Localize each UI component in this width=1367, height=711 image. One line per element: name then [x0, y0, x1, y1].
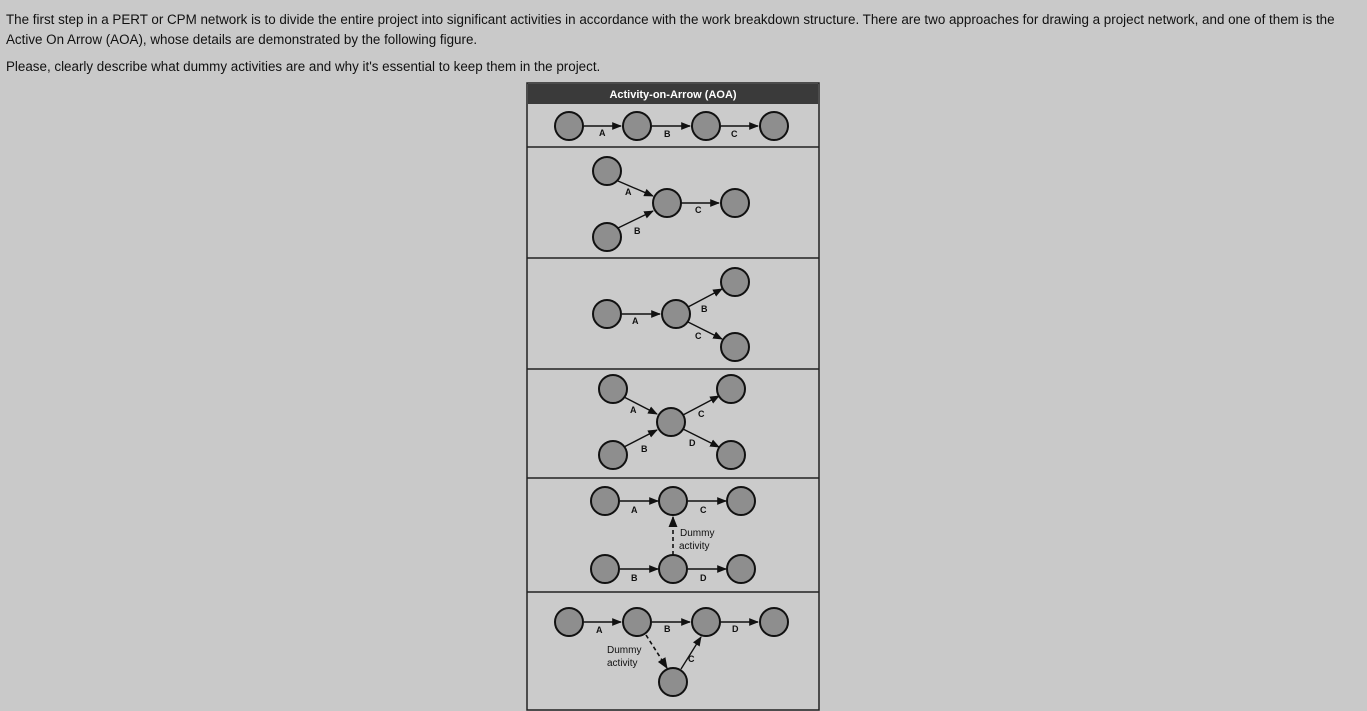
figure-title: Activity-on-Arrow (AOA) — [609, 89, 737, 101]
label-a: A — [632, 316, 639, 326]
question-paragraph: The first step in a PERT or CPM network is to divide the entire project into significant activities in accordance with the work breakdown structure. There are two approaches for drawing a project network, and one of them is the Active On Arrow (AOA), whose details are demonstrated by the following figure. — [6, 12, 1335, 47]
label-b: B — [701, 304, 708, 314]
node — [593, 157, 621, 185]
node — [591, 487, 619, 515]
node — [721, 189, 749, 217]
dummy-label-line2: activity — [679, 541, 710, 552]
node — [659, 668, 687, 696]
node — [721, 268, 749, 296]
dummy-label-line2: activity — [607, 658, 638, 669]
node — [727, 555, 755, 583]
label-c: C — [695, 205, 702, 215]
label-b: B — [641, 444, 648, 454]
label-a: A — [631, 505, 638, 515]
aoa-figure — [526, 82, 820, 711]
node — [591, 555, 619, 583]
node — [659, 555, 687, 583]
label-c: C — [695, 331, 702, 341]
label-d: D — [700, 573, 707, 583]
label-a: A — [596, 625, 603, 635]
label-b: B — [664, 129, 671, 139]
node — [692, 608, 720, 636]
node — [599, 375, 627, 403]
node — [653, 189, 681, 217]
label-a: A — [630, 405, 637, 415]
node — [623, 112, 651, 140]
node — [593, 300, 621, 328]
dummy-label-line1: Dummy — [680, 528, 715, 539]
label-c: C — [700, 505, 707, 515]
label-b: B — [664, 624, 671, 634]
node — [555, 608, 583, 636]
node — [692, 112, 720, 140]
label-c: C — [688, 654, 695, 664]
node — [623, 608, 651, 636]
node — [662, 300, 690, 328]
label-a: A — [599, 128, 606, 138]
label-d: D — [689, 438, 696, 448]
node — [659, 487, 687, 515]
label-c: C — [731, 129, 738, 139]
label-b: B — [631, 573, 638, 583]
node — [555, 112, 583, 140]
node — [721, 333, 749, 361]
label-c: C — [698, 409, 705, 419]
label-d: D — [732, 624, 739, 634]
node — [599, 441, 627, 469]
node — [727, 487, 755, 515]
node — [717, 375, 745, 403]
aoa-diagram — [526, 82, 820, 711]
question-prompt: Please, clearly describe what dummy activities are and why it's essential to keep them in the project. — [6, 59, 601, 74]
node — [657, 408, 685, 436]
dummy-label-line1: Dummy — [607, 645, 642, 656]
node — [760, 112, 788, 140]
label-a: A — [625, 187, 632, 197]
label-b: B — [634, 226, 641, 236]
node — [717, 441, 745, 469]
node — [593, 223, 621, 251]
node — [760, 608, 788, 636]
